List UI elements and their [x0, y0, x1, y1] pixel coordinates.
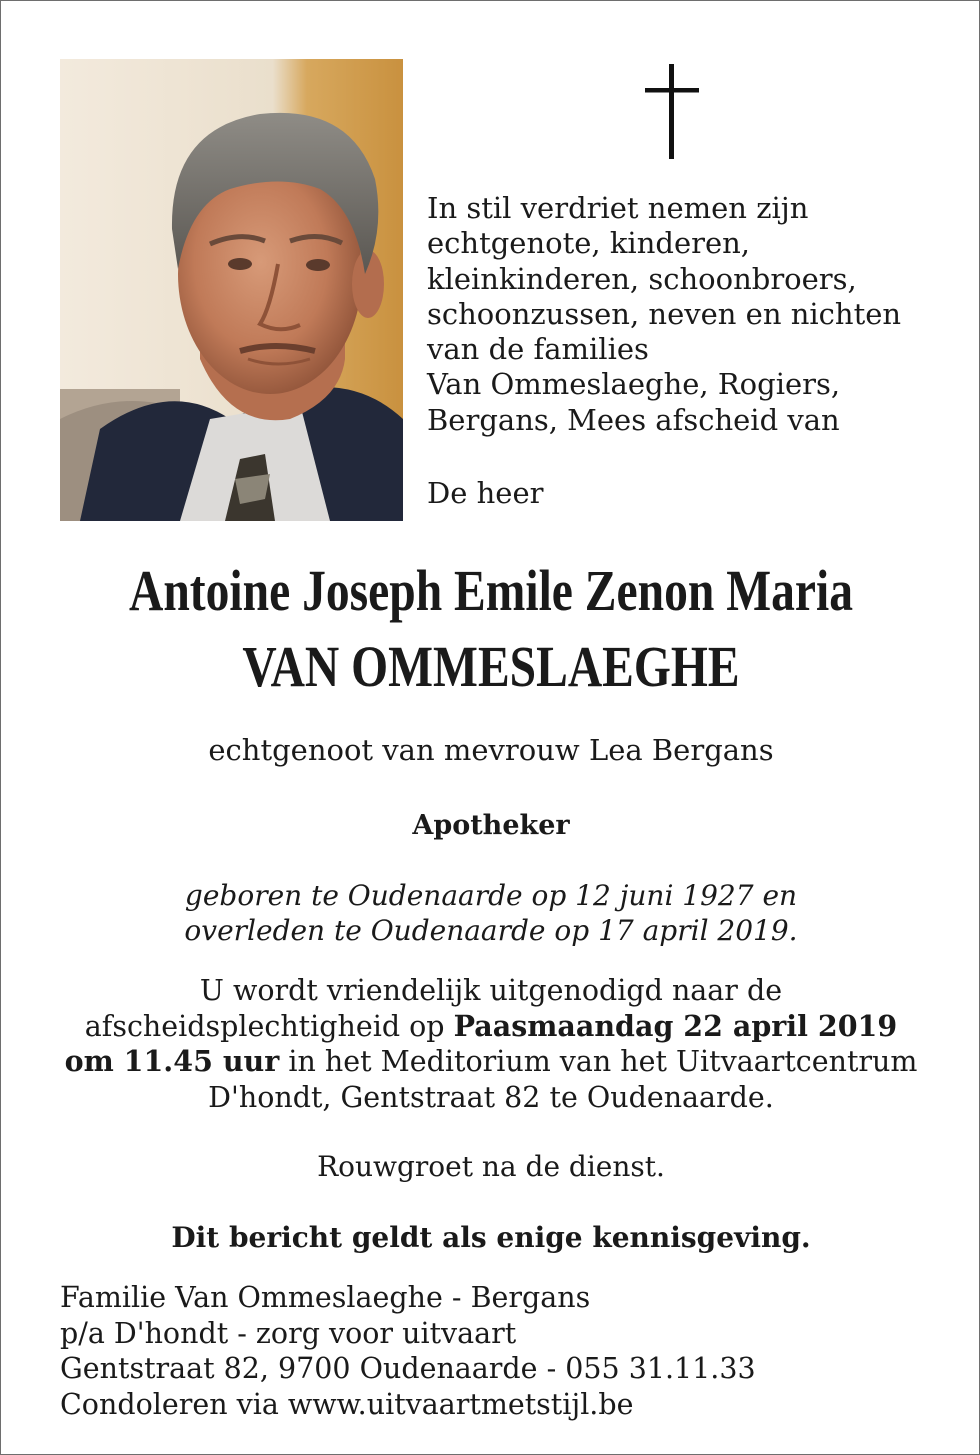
care-of: p/a D'hondt - zorg voor uitvaart: [60, 1316, 517, 1350]
death-line: overleden te Oudenaarde op 17 april 2019.: [184, 914, 798, 947]
portrait-illustration: [60, 59, 403, 521]
birth-line: geboren te Oudenaarde op 12 juni 1927 en: [184, 879, 798, 912]
deceased-name: [89, 553, 893, 705]
announcement-line: kleinkinderen, schoonbroers,: [427, 261, 857, 296]
official-notice: Dit bericht geldt als enige kennisgeving.: [171, 1221, 811, 1254]
mourners-announcement: [427, 191, 967, 438]
ceremony-venue: in het Meditorium van het Uitvaartcentrum: [279, 1045, 918, 1078]
honorific-title: De heer: [427, 476, 544, 510]
announcement-line: Van Ommeslaeghe, Rogiers,: [427, 367, 841, 402]
reception-note: Rouwgroet na de dienst.: [317, 1150, 665, 1183]
deceased-given-names: Antoine Joseph Emile Zenon Maria: [128, 558, 853, 623]
family-name: Familie Van Ommeslaeghe - Bergans: [60, 1281, 591, 1314]
contact-footer: [60, 1280, 960, 1422]
announcement-line: echtgenote, kinderen,: [427, 226, 751, 261]
announcement-line: Bergans, Mees afscheid van: [427, 402, 840, 437]
ceremony-time: om 11.45 uur: [64, 1044, 280, 1078]
invitation-line-1: U wordt vriendelijk uitgenodigd naar de: [199, 974, 783, 1007]
announcement-line: schoonzussen, neven en nichten: [427, 296, 902, 331]
announcement-line: van de families: [427, 332, 649, 367]
cross-icon: [642, 64, 702, 159]
condolence-website: Condoleren via www.uitvaartmetstijl.be: [60, 1387, 634, 1421]
invitation-line-2: [1, 1009, 980, 1045]
invitation-line-4: D'hondt, Gentstraat 82 te Oudenaarde.: [208, 1080, 774, 1114]
deceased-surname: VAN OMMESLAEGHE: [242, 634, 740, 699]
invitation-line-3: [1, 1044, 980, 1080]
life-dates: [1, 878, 980, 948]
funeral-home-address: Gentstraat 82, 9700 Oudenaarde - 055 31.11.33: [60, 1352, 756, 1385]
ceremony-invitation: [1, 973, 980, 1115]
portrait-photo: [60, 59, 403, 521]
announcement-line: In stil verdriet nemen zijn: [427, 191, 809, 225]
ceremony-date: Paasmaandag 22 april 2019: [453, 1008, 898, 1043]
profession: Apotheker: [412, 810, 570, 841]
spouse-line: echtgenoot van mevrouw Lea Bergans: [208, 733, 774, 767]
invitation-text: afscheidsplechtigheid op: [84, 1009, 454, 1043]
